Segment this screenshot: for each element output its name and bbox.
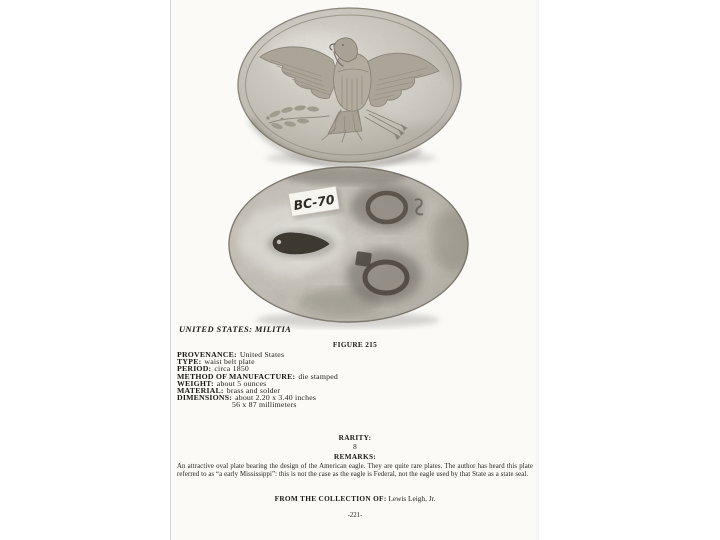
- spec-weight: WEIGHT: about 5 ounces: [177, 378, 267, 388]
- spec-period: PERIOD: circa 1850: [177, 364, 250, 374]
- belt-loop-upper: [368, 193, 406, 222]
- spec-dimensions-mm: 56 x 87 millimeters: [232, 400, 297, 410]
- front-plate-photo: [231, 0, 471, 170]
- belt-loop-lower: [365, 262, 407, 293]
- rarity-value: 8: [353, 442, 357, 452]
- scanned-page: [170, 0, 539, 540]
- spec-material: MATERIAL: brass and solder: [177, 386, 281, 396]
- hook-tongue: [267, 230, 335, 258]
- back-plate-photo: [221, 160, 481, 330]
- remarks-paragraph: An attractive oval plate bearing the design of the American eagle. They are quite rare plates. The author has heard this plate referred to as “a early Mississippi”: this is not the case as the eagle is Federal, not the eagle used by that State as a state seal.: [177, 463, 533, 479]
- collection-label: FROM THE COLLECTION OF:: [274, 494, 387, 503]
- collection-value: Lewis Leigh, Jr.: [388, 494, 436, 503]
- spec-method: METHOD OF MANUFACTURE: die stamped: [177, 371, 338, 381]
- bc70-tag-text: BC-70: [292, 191, 336, 213]
- section-heading: UNITED STATES: MILITIA: [179, 324, 292, 334]
- spec-dimensions: DIMENSIONS: about 2.20 x 3.40 inches: [177, 393, 317, 403]
- rarity-label: RARITY:: [338, 433, 372, 442]
- remarks-label: REMARKS:: [333, 451, 377, 461]
- spec-provenance: PROVENANCE: United States: [177, 350, 285, 359]
- front-plate-grain: [231, 0, 471, 170]
- spec-list: [177, 351, 338, 409]
- collection-line: [171, 494, 539, 503]
- rarity-block: [171, 433, 539, 461]
- figure-caption: FIGURE 215: [332, 340, 378, 349]
- loop-stud: [355, 251, 372, 267]
- page-number: -221-: [347, 512, 363, 519]
- spec-type: TYPE: waist belt plate: [177, 357, 255, 367]
- plate-photographs: [171, 0, 539, 330]
